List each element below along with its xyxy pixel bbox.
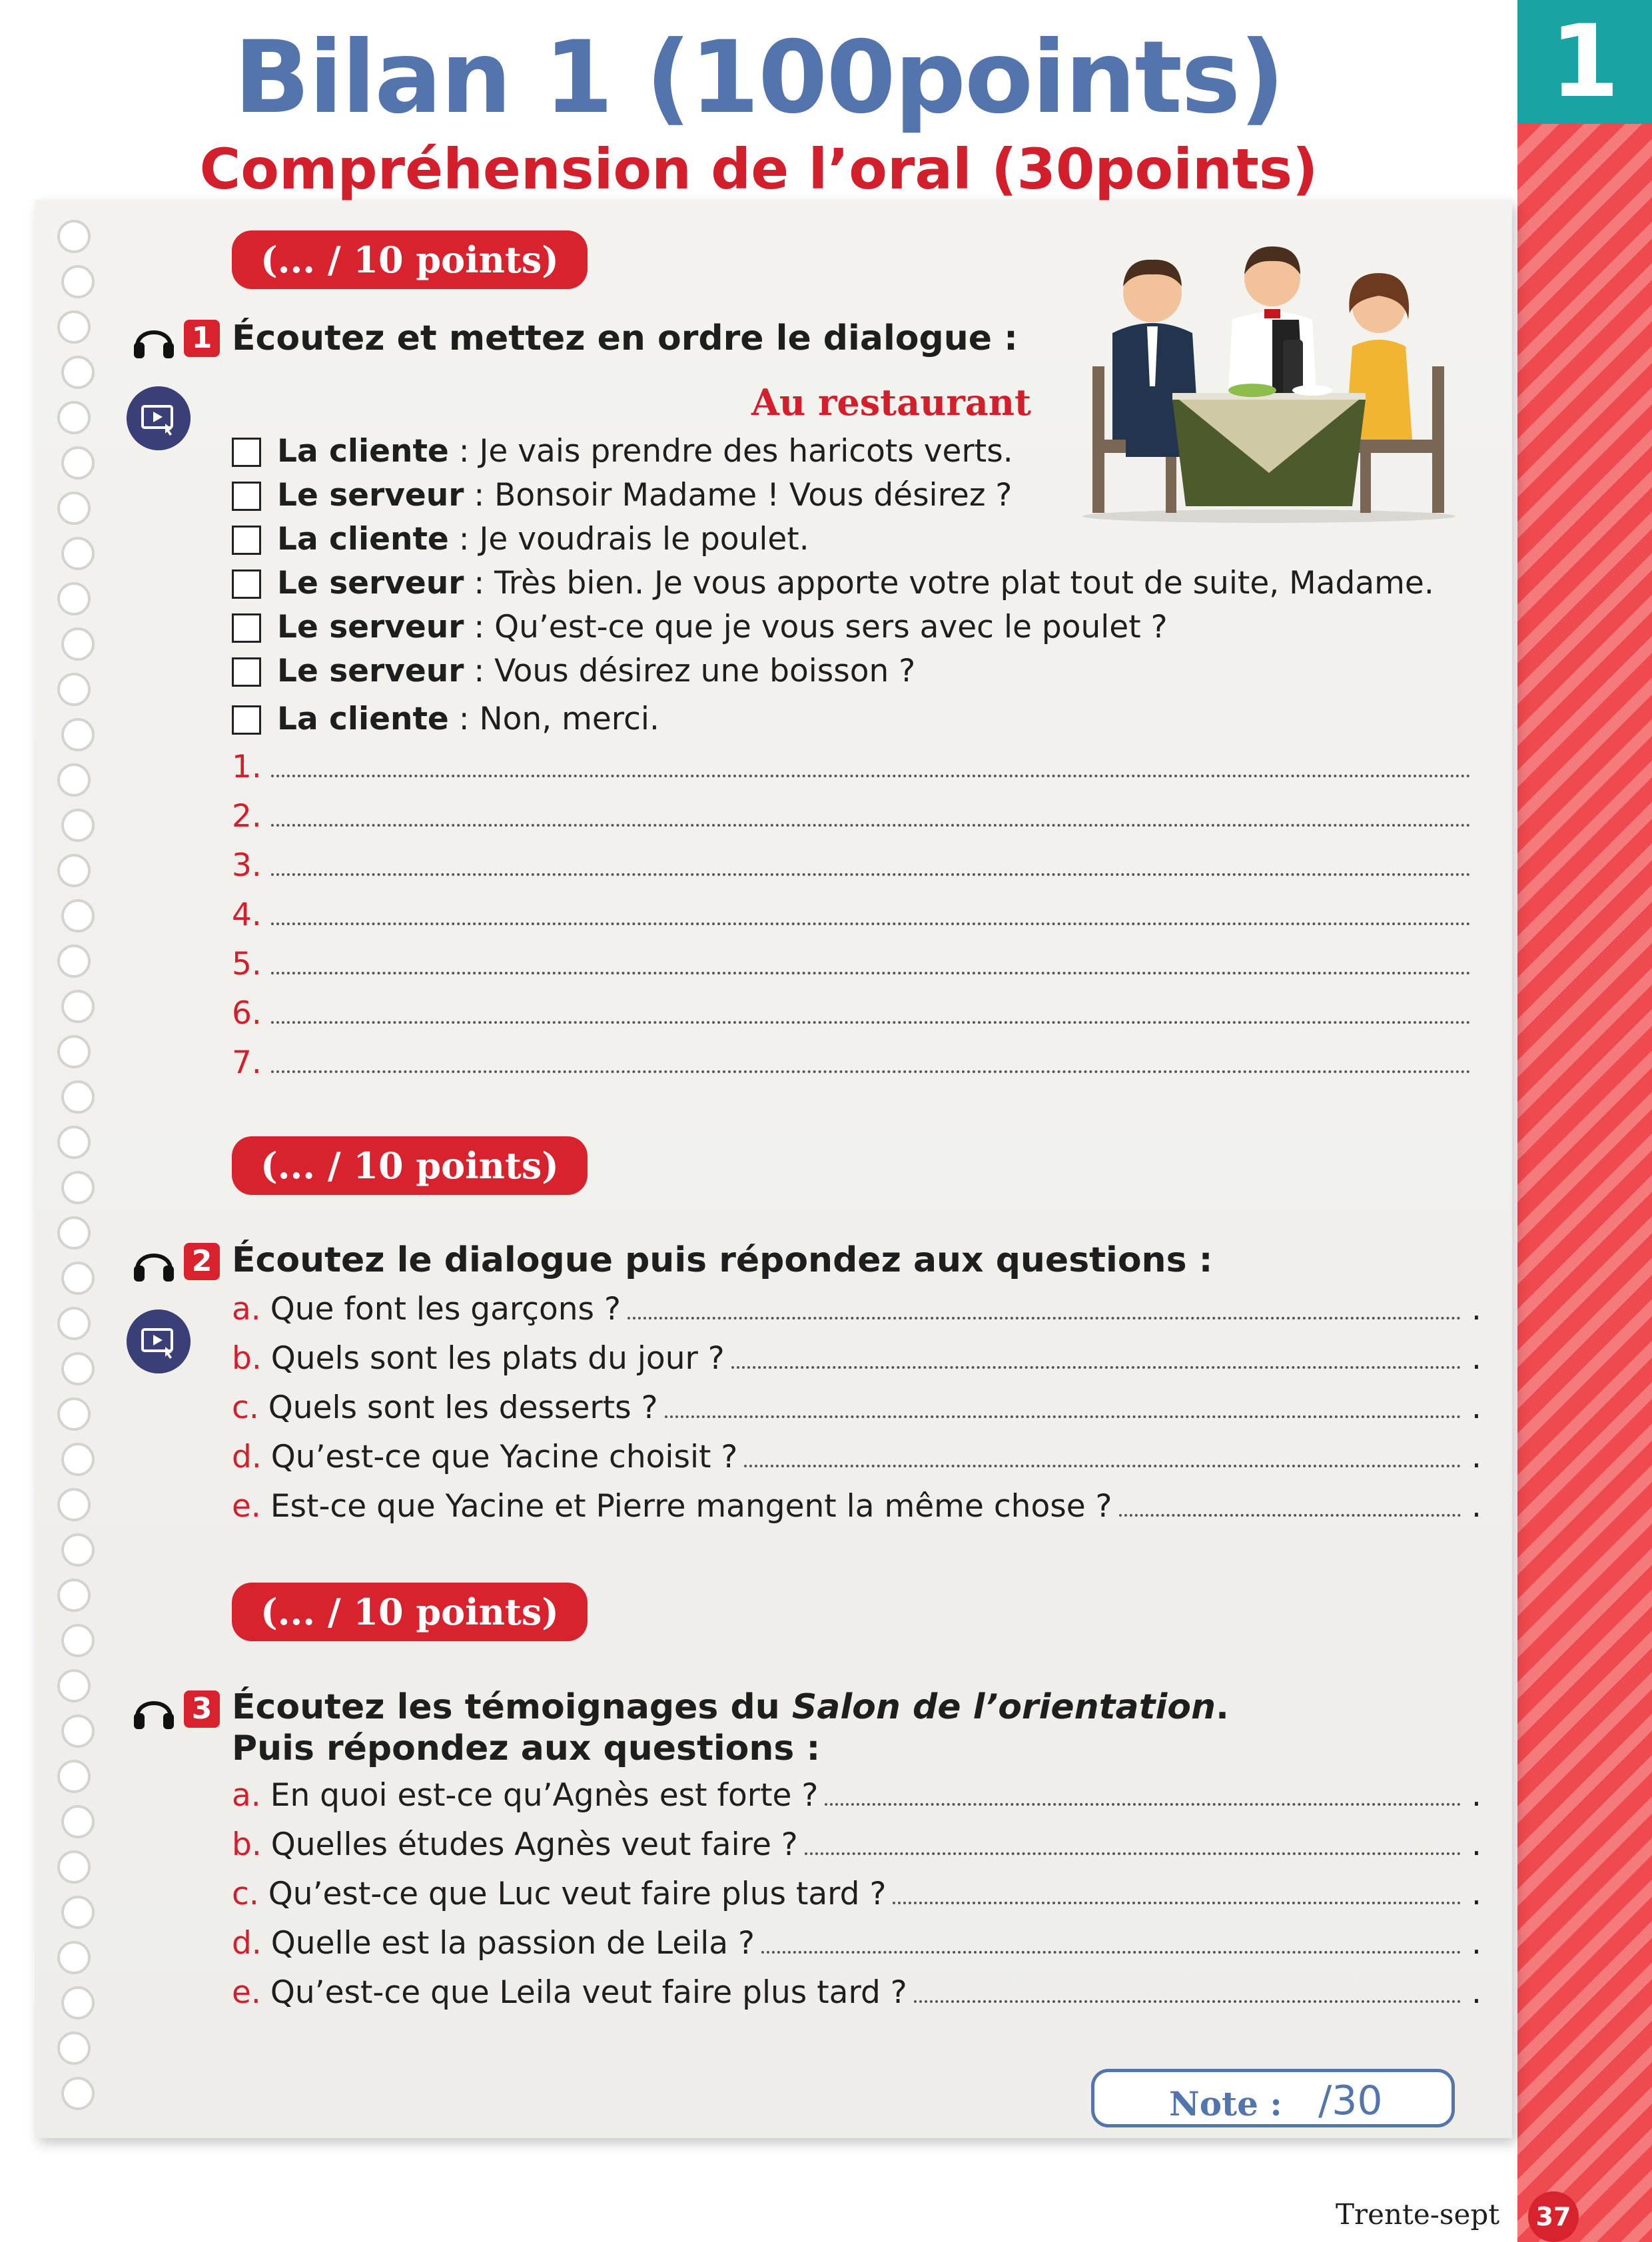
question-letter: a.: [232, 1777, 261, 1814]
line-end-dot: .: [1471, 1488, 1481, 1525]
points-badge-3: (... / 10 points): [232, 1583, 588, 1641]
dialogue-text: : Bonsoir Madame ! Vous désirez ?: [464, 477, 1013, 514]
line-end-dot: .: [1471, 1439, 1481, 1475]
spiral-tear-edge: [35, 200, 115, 2138]
exercise-3-heading-part1: Écoutez les témoignages du: [232, 1687, 792, 1727]
spiral-ring: [61, 627, 95, 661]
line-end-dot: .: [1471, 1777, 1481, 1814]
answer-line[interactable]: [232, 995, 1471, 1032]
exercise-3-heading: [232, 1686, 1229, 1769]
spiral-ring: [61, 1171, 95, 1204]
answer-line[interactable]: [232, 946, 1471, 982]
question-text: Quels sont les plats du jour ?: [270, 1340, 725, 1377]
spiral-ring: [61, 718, 95, 751]
dotted-answer-space[interactable]: [744, 1465, 1461, 1467]
answer-line[interactable]: [232, 749, 1471, 785]
dotted-answer-space[interactable]: [761, 1951, 1461, 1954]
spiral-ring: [61, 1533, 95, 1567]
dialogue-line: [232, 433, 1013, 470]
order-checkbox[interactable]: [232, 705, 261, 735]
dialogue-text: : Je voudrais le poulet.: [448, 521, 809, 558]
question-line: [232, 1925, 1481, 1962]
spiral-ring: [61, 1080, 95, 1114]
question-text: Qu’est-ce que Yacine choisit ?: [270, 1439, 738, 1475]
spiral-ring: [61, 356, 95, 389]
question-line: [232, 1488, 1481, 1525]
exercise-number-badge: 3: [184, 1690, 220, 1728]
spiral-ring: [61, 1986, 95, 2020]
spiral-ring: [57, 944, 91, 978]
answer-line[interactable]: [232, 798, 1471, 835]
dialogue-speaker: La cliente: [277, 521, 449, 558]
spiral-ring: [57, 310, 91, 344]
spiral-ring: [61, 899, 95, 933]
answer-line[interactable]: [232, 1044, 1471, 1081]
dialogue-speaker: Le serveur: [277, 477, 464, 514]
headphones-icon: [132, 320, 176, 360]
line-end-dot: .: [1471, 1826, 1481, 1863]
dotted-answer-space[interactable]: [1119, 1514, 1461, 1517]
order-checkbox[interactable]: [232, 569, 261, 599]
question-letter: b.: [232, 1340, 262, 1377]
spiral-ring: [61, 1443, 95, 1476]
dotted-answer-space[interactable]: [271, 923, 1471, 925]
line-end-dot: .: [1471, 1389, 1481, 1426]
question-text: Quels sont les desserts ?: [268, 1389, 658, 1426]
question-text: Qu’est-ce que Luc veut faire plus tard ?: [268, 1876, 887, 1912]
video-play-icon[interactable]: [127, 386, 191, 450]
spiral-ring: [57, 854, 91, 887]
scene-title: Au restaurant: [751, 381, 1032, 424]
line-end-dot: .: [1471, 1925, 1481, 1962]
unit-number-tab: 1: [1517, 0, 1652, 124]
answer-line[interactable]: [232, 847, 1471, 884]
spiral-ring: [57, 401, 91, 434]
dialogue-line: [232, 477, 1012, 514]
question-line: [232, 1974, 1481, 2011]
dialogue-text: : Je vais prendre des haricots verts.: [448, 433, 1013, 470]
question-line: [232, 1291, 1481, 1327]
line-end-dot: .: [1471, 1340, 1481, 1377]
exercise-2-heading: Écoutez le dialogue puis répondez aux questions :: [232, 1240, 1213, 1280]
dialogue-speaker: La cliente: [277, 701, 449, 737]
spiral-ring: [57, 492, 91, 525]
points-badge-2: (... / 10 points): [232, 1136, 588, 1195]
dotted-answer-space[interactable]: [271, 1021, 1471, 1024]
exercise-number-badge: 2: [184, 1243, 220, 1280]
restaurant-illustration: [1072, 240, 1465, 526]
spiral-ring: [57, 1760, 91, 1793]
line-end-dot: .: [1471, 1974, 1481, 2011]
question-text: Quelle est la passion de Leila ?: [270, 1925, 755, 1962]
question-text: En quoi est-ce qu’Agnès est forte ?: [270, 1777, 819, 1814]
dotted-answer-space[interactable]: [271, 1070, 1471, 1073]
spiral-ring: [57, 673, 91, 706]
question-letter: e.: [232, 1488, 261, 1525]
answer-number: 3.: [232, 847, 262, 884]
exercise-3-heading-italic: Salon de l’orientation: [791, 1687, 1216, 1727]
question-line: [232, 1439, 1481, 1475]
exercise-3-heading-part2: .: [1216, 1687, 1229, 1727]
dotted-answer-space[interactable]: [805, 1852, 1461, 1855]
spiral-ring: [61, 1352, 95, 1385]
note-value: /30: [1318, 2077, 1383, 2124]
dialogue-text: : Très bien. Je vous apporte votre plat tout de suite, Madame.: [464, 565, 1434, 601]
dotted-answer-space[interactable]: [271, 824, 1471, 827]
spiral-ring: [57, 1397, 91, 1431]
dotted-answer-space[interactable]: [825, 1803, 1461, 1806]
dotted-answer-space[interactable]: [271, 775, 1471, 777]
spiral-ring: [57, 1307, 91, 1340]
question-line: [232, 1777, 1481, 1814]
side-stripe: [1517, 0, 1652, 2242]
spiral-ring: [61, 1624, 95, 1657]
spiral-ring: [61, 446, 95, 480]
dialogue-text: : Qu’est-ce que je vous sers avec le poulet ?: [464, 609, 1168, 645]
spiral-ring: [61, 809, 95, 842]
dialogue-text: : Non, merci.: [448, 701, 659, 737]
spiral-ring: [61, 537, 95, 570]
note-label: Note :: [1169, 2084, 1282, 2123]
question-letter: c.: [232, 1389, 259, 1426]
line-end-dot: .: [1471, 1876, 1481, 1912]
dotted-answer-space[interactable]: [893, 1902, 1461, 1904]
exercise-1-heading: Écoutez et mettez en ordre le dialogue :: [232, 318, 1018, 358]
spiral-ring: [61, 1714, 95, 1748]
dialogue-speaker: Le serveur: [277, 565, 464, 601]
page-title: Bilan 1 (100points): [234, 20, 1284, 136]
dialogue-line: [232, 521, 809, 558]
question-line: [232, 1826, 1481, 1863]
spiral-ring: [57, 1488, 91, 1521]
dotted-answer-space[interactable]: [914, 2000, 1461, 2003]
dialogue-line: [232, 565, 1434, 601]
dialogue-line: [232, 609, 1168, 645]
spiral-ring: [57, 1579, 91, 1612]
answer-number: 2.: [232, 798, 262, 835]
question-letter: c.: [232, 1876, 259, 1912]
question-letter: a.: [232, 1291, 261, 1327]
answer-number: 6.: [232, 995, 262, 1032]
answer-number: 1.: [232, 749, 262, 785]
question-text: Qu’est-ce que Leila veut faire plus tard ?: [270, 1974, 907, 2011]
question-line: [232, 1389, 1481, 1426]
dotted-answer-space[interactable]: [665, 1415, 1461, 1418]
spiral-ring: [61, 1896, 95, 1929]
dotted-answer-space[interactable]: [271, 972, 1471, 974]
exercise-number-badge: 1: [184, 320, 220, 357]
dotted-answer-space[interactable]: [271, 873, 1471, 876]
answer-number: 5.: [232, 946, 262, 982]
order-checkbox[interactable]: [232, 657, 261, 687]
answer-line[interactable]: [232, 897, 1471, 933]
spiral-ring: [57, 582, 91, 615]
question-line: [232, 1876, 1481, 1912]
line-end-dot: .: [1471, 1291, 1481, 1327]
answer-number: 7.: [232, 1044, 262, 1081]
spiral-ring: [57, 1941, 91, 1974]
headphones-icon: [132, 1690, 176, 1730]
order-checkbox[interactable]: [232, 526, 261, 555]
page-number-word: Trente-sept: [1336, 2198, 1500, 2231]
spiral-ring: [57, 1035, 91, 1068]
question-text: Est-ce que Yacine et Pierre mangent la même chose ?: [270, 1488, 1112, 1525]
question-letter: e.: [232, 1974, 261, 2011]
points-badge-1: (... / 10 points): [232, 230, 588, 289]
spiral-ring: [61, 2077, 95, 2110]
dialogue-speaker: Le serveur: [277, 609, 464, 645]
question-text: Que font les garçons ?: [270, 1291, 621, 1327]
question-letter: d.: [232, 1439, 262, 1475]
dialogue-speaker: La cliente: [277, 433, 449, 470]
question-letter: d.: [232, 1925, 262, 1962]
dotted-answer-space[interactable]: [627, 1317, 1461, 1319]
headphones-icon: [132, 1243, 176, 1283]
spiral-ring: [57, 220, 91, 253]
page-number-badge: 37: [1528, 2191, 1579, 2242]
question-text: Quelles études Agnès veut faire ?: [270, 1826, 798, 1863]
spiral-ring: [57, 1669, 91, 1702]
answer-number: 4.: [232, 897, 262, 933]
spiral-ring: [57, 763, 91, 797]
spiral-ring: [61, 265, 95, 298]
dialogue-line: [232, 653, 915, 689]
page-subtitle: Compréhension de l’oral (30points): [199, 137, 1318, 202]
order-checkbox[interactable]: [232, 613, 261, 643]
spiral-ring: [57, 1216, 91, 1250]
order-checkbox[interactable]: [232, 438, 261, 467]
spiral-ring: [61, 990, 95, 1023]
dialogue-line: [232, 701, 659, 737]
spiral-ring: [57, 1126, 91, 1159]
spiral-ring: [61, 1262, 95, 1295]
score-note-box: [1091, 2069, 1455, 2127]
spiral-ring: [61, 1805, 95, 1838]
question-line: [232, 1340, 1481, 1377]
exercise-3-heading-line2: Puis répondez aux questions :: [232, 1728, 821, 1768]
question-letter: b.: [232, 1826, 262, 1863]
video-play-icon[interactable]: [127, 1309, 191, 1373]
dialogue-text: : Vous désirez une boisson ?: [464, 653, 916, 689]
spiral-ring: [57, 2032, 91, 2065]
dotted-answer-space[interactable]: [731, 1366, 1461, 1369]
dialogue-speaker: Le serveur: [277, 653, 464, 689]
order-checkbox[interactable]: [232, 482, 261, 511]
spiral-ring: [57, 1850, 91, 1884]
